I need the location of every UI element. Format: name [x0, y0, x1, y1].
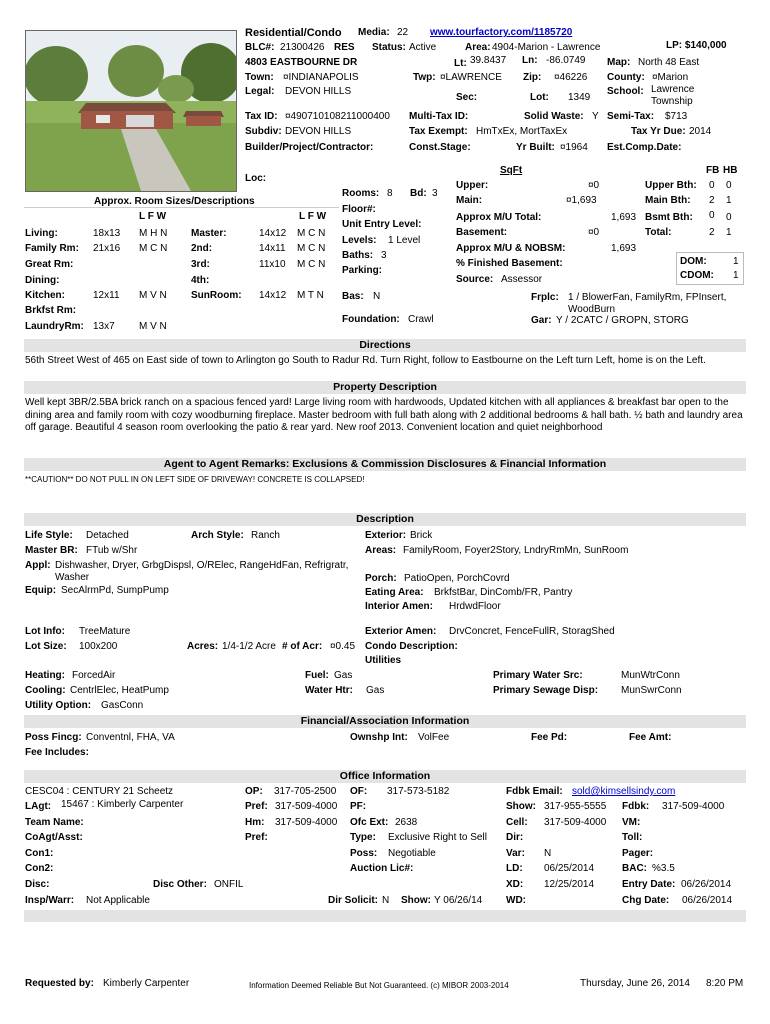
- room-sizes-title: Approx. Room Sizes/Descriptions: [94, 196, 255, 207]
- appl-value-1: Dishwasher, Dryer, GrbgDispsl, O/RElec, RangeHdFan, Refrigratr,: [55, 560, 349, 571]
- total-bath-hb: 1: [726, 227, 732, 238]
- interior-amen-label: Interior Amen:: [365, 601, 433, 612]
- porch-value: PatioOpen, PorchCovrd: [404, 573, 510, 584]
- master-size: 14x12: [259, 228, 287, 239]
- pref2-label: Pref:: [245, 832, 268, 843]
- solidwaste-value: Y: [592, 111, 599, 122]
- agent-remarks-bar: [24, 458, 746, 471]
- porch-label: Porch:: [365, 573, 397, 584]
- acres-value: 1/4-1/2 Acre: [222, 641, 276, 652]
- lifestyle-value: Detached: [86, 530, 129, 541]
- office-bar: [24, 770, 746, 783]
- yrbuilt-label: Yr Built:: [516, 142, 555, 153]
- approx-nobsm-value: 1,693: [611, 243, 637, 254]
- third-size: 11x10: [259, 259, 286, 270]
- bac-value: %3.5: [652, 863, 675, 874]
- solidwaste-label: Solid Waste:: [524, 111, 584, 122]
- fdbk-value: 317-509-4000: [662, 801, 725, 812]
- chgdate-value: 06/26/2014: [682, 895, 733, 906]
- area-value: 4904-Marion - Lawrence: [492, 42, 601, 53]
- footer-time: 8:20 PM: [706, 978, 744, 989]
- auction-label: Auction Lic#:: [350, 863, 414, 874]
- property-description-bar: [24, 381, 746, 394]
- description-title: Description: [356, 513, 414, 525]
- bd-label: Bd:: [410, 188, 427, 199]
- insp-value: Not Applicable: [86, 895, 150, 906]
- hm-value: 317-509-4000: [275, 817, 338, 828]
- bas-value: N: [373, 291, 381, 302]
- levels-label: Levels:: [342, 235, 377, 246]
- dirsolicit-label: Dir Solicit:: [328, 895, 379, 906]
- kitchen-lfw: M V N: [139, 290, 167, 301]
- address: 4803 EASTBOURNE DR: [245, 57, 358, 68]
- subdiv-label: Subdiv:: [245, 126, 282, 137]
- fuel-label: Fuel:: [305, 670, 329, 681]
- exterior-amen-value: DrvConcret, FenceFullR, StoragShed: [449, 626, 615, 637]
- op-label: OP:: [245, 786, 263, 797]
- hb-header: HB: [723, 165, 738, 176]
- media-label: Media:: [358, 27, 390, 38]
- total-bath-fb: 2: [709, 227, 715, 238]
- pf-label: PF:: [350, 801, 367, 812]
- approx-mu-value: 1,693: [611, 212, 637, 223]
- media-value: 22: [397, 27, 409, 38]
- family-lfw: M C N: [139, 243, 168, 254]
- con2-label: Con2:: [25, 863, 54, 874]
- mainbth-hb: 1: [726, 195, 732, 206]
- archstyle-value: Ranch: [251, 530, 280, 541]
- kitchen-label: Kitchen:: [25, 290, 65, 301]
- appl-label: Appl:: [25, 560, 51, 571]
- fourth-label: 4th:: [191, 275, 210, 286]
- requested-by-label: Requested by:: [25, 978, 94, 989]
- source-label: Source:: [456, 274, 494, 285]
- toll-label: Toll:: [622, 832, 643, 843]
- basement-value: ¤0: [588, 227, 600, 238]
- approx-mu-label: Approx M/U Total:: [456, 212, 542, 223]
- fdbk-label: Fdbk:: [622, 801, 650, 812]
- upper-label: Upper:: [456, 180, 489, 191]
- blc-value: 21300426: [280, 42, 325, 53]
- baths-label: Baths:: [342, 250, 374, 261]
- laundry-size: 13x7: [93, 321, 115, 332]
- lot-label: Lot:: [530, 92, 549, 103]
- wd-label: WD:: [506, 895, 526, 906]
- levels-value: 1 Level: [388, 235, 421, 246]
- loc-label: Loc:: [245, 173, 267, 184]
- living-size: 18x13: [93, 228, 121, 239]
- lifestyle-label: Life Style:: [25, 530, 73, 541]
- dom-value: 1: [733, 256, 739, 267]
- property-description-title: Property Description: [333, 381, 437, 393]
- pref-label: Pref:: [245, 801, 268, 812]
- show-phone-label: Show:: [506, 801, 536, 812]
- of-value: 317-573-5182: [387, 786, 450, 797]
- office-name: CESC04 : CENTURY 21 Scheetz: [25, 786, 174, 797]
- type-label: Type:: [350, 832, 376, 843]
- discother-value: ONFIL: [214, 879, 244, 890]
- bsmtbth-hb: 0: [726, 212, 732, 223]
- dining-label: Dining:: [25, 275, 60, 286]
- bac-label: BAC:: [622, 863, 647, 874]
- rooms-label: Rooms:: [342, 188, 380, 199]
- exterior-amen-label: Exterior Amen:: [365, 626, 437, 637]
- coagt-label: CoAgt/Asst:: [25, 832, 83, 843]
- taxyrdue-value: 2014: [689, 126, 712, 137]
- feeamt-label: Fee Amt:: [629, 732, 672, 743]
- bsmtbth-label: Bsmt Bth:: [645, 212, 693, 223]
- great-label: Great Rm:: [25, 259, 74, 270]
- agent-remarks-title: Agent to Agent Remarks: Exclusions & Commission Disclosures & Financial Information: [163, 458, 607, 470]
- county-value: ¤Marion: [652, 72, 689, 83]
- acres-label: Acres:: [187, 641, 219, 652]
- town-value: ¤INDIANAPOLIS: [283, 72, 359, 83]
- sewage-value: MunSwrConn: [621, 685, 682, 696]
- disc-label: Disc:: [25, 879, 50, 890]
- financial-title: Financial/Association Information: [300, 715, 470, 727]
- yrbuilt-value: ¤1964: [560, 142, 588, 153]
- cell-label: Cell:: [506, 817, 528, 828]
- entrydate-value: 06/26/2014: [681, 879, 732, 890]
- ofcext-label: Ofc Ext:: [350, 817, 389, 828]
- mainbth-label: Main Bth:: [645, 195, 691, 206]
- lfw-header-right: L F W: [299, 211, 327, 222]
- second-lfw: M C N: [297, 243, 326, 254]
- poss-value: Negotiable: [388, 848, 436, 859]
- status-value: Active: [409, 42, 437, 53]
- second-size: 14x11: [259, 243, 286, 254]
- bas-label: Bas:: [342, 291, 364, 302]
- gar-value: Y / 2CATC / GROPN, STORG: [556, 315, 689, 326]
- ownshp-label: Ownshp Int:: [350, 732, 408, 743]
- sunroom-label: SunRoom:: [191, 290, 242, 301]
- appl-value-2: Washer: [55, 572, 90, 583]
- cooling-value: CentrlElec, HeatPump: [70, 685, 169, 696]
- parking-label: Parking:: [342, 265, 383, 276]
- heating-value: ForcedAir: [72, 670, 116, 681]
- upperbth-hb: 0: [726, 180, 732, 191]
- dir-label: Dir:: [506, 832, 524, 843]
- master-label: Master:: [191, 228, 227, 239]
- water-src-value: MunWtrConn: [621, 670, 680, 681]
- legal-label: Legal:: [245, 86, 275, 97]
- brkfst-label: Brkfst Rm:: [25, 305, 77, 316]
- ln-label: Ln:: [522, 55, 538, 66]
- semitax-label: Semi-Tax:: [607, 111, 655, 122]
- equip-label: Equip:: [25, 585, 57, 596]
- utilopt-label: Utility Option:: [25, 700, 92, 711]
- cell-value: 317-509-4000: [544, 817, 607, 828]
- numacr-label: # of Acr:: [282, 641, 323, 652]
- sunroom-size: 14x12: [259, 290, 287, 301]
- footer-date: Thursday, June 26, 2014: [580, 978, 690, 989]
- source-value: Assessor: [501, 274, 543, 285]
- fuel-value: Gas: [334, 670, 353, 681]
- show-date-value: Y 06/26/14: [434, 895, 483, 906]
- fdbk-email-link[interactable]: sold@kimsellsindy.com: [572, 786, 676, 797]
- lotinfo-label: Lot Info:: [25, 626, 65, 637]
- pref-value: 317-509-4000: [275, 801, 338, 812]
- interior-amen-value: HrdwdFloor: [449, 601, 501, 612]
- unitentry-label: Unit Entry Level:: [342, 219, 422, 230]
- living-lfw: M H N: [139, 228, 168, 239]
- school-label: School:: [607, 86, 644, 97]
- total-bath-label: Total:: [645, 227, 672, 238]
- taxid-label: Tax ID:: [245, 111, 278, 122]
- lt-value: 39.8437: [470, 55, 507, 66]
- heating-label: Heating:: [25, 670, 65, 681]
- kitchen-size: 12x11: [93, 290, 120, 301]
- var-label: Var:: [506, 848, 525, 859]
- legal-value: DEVON HILLS: [285, 86, 352, 97]
- chgdate-label: Chg Date:: [622, 895, 670, 906]
- finished-basement-label: % Finished Basement:: [456, 258, 563, 269]
- con1-label: Con1:: [25, 848, 54, 859]
- ln-value: -86.0749: [546, 55, 586, 66]
- tour-link[interactable]: www.tourfactory.com/1185720: [430, 27, 573, 38]
- twp-value: ¤LAWRENCE: [440, 72, 502, 83]
- lotsize-value: 100x200: [79, 641, 118, 652]
- foundation-value: Crawl: [408, 314, 434, 325]
- equip-value: SecAlrmPd, SumpPump: [61, 585, 169, 596]
- multitax-label: Multi-Tax ID:: [409, 111, 469, 122]
- foundation-label: Foundation:: [342, 314, 400, 325]
- vm-label: VM:: [622, 817, 641, 828]
- sunroom-lfw: M T N: [297, 290, 324, 301]
- blc-res: RES: [334, 42, 355, 53]
- map-label: Map:: [607, 57, 631, 68]
- laundry-label: LaundryRm:: [25, 321, 84, 332]
- taxexempt-label: Tax Exempt:: [409, 126, 468, 137]
- ownshp-value: VolFee: [418, 732, 450, 743]
- feepd-label: Fee Pd:: [531, 732, 568, 743]
- entrydate-label: Entry Date:: [622, 879, 676, 890]
- directions-text: 56th Street West of 465 on East side of town to Arlington go South to Radur Rd. Turn Right, follow to Eastbourne on the Left turn Left, home is on the Left.: [25, 355, 706, 366]
- sqft-title: SqFt: [500, 165, 523, 176]
- lot-value: 1349: [568, 92, 591, 103]
- exterior-value: Brick: [410, 530, 433, 541]
- cooling-label: Cooling:: [25, 685, 66, 696]
- disclaimer: Information Deemed Reliable But Not Guaranteed. (c) MIBOR 2003-2014: [249, 981, 509, 990]
- mainbth-fb: 2: [709, 195, 715, 206]
- rooms-value: 8: [387, 188, 393, 199]
- sec-label: Sec:: [456, 92, 478, 103]
- zip-value: ¤46226: [554, 72, 588, 83]
- county-label: County:: [607, 72, 645, 83]
- archstyle-label: Arch Style:: [191, 530, 244, 541]
- exterior-label: Exterior:: [365, 530, 407, 541]
- ld-value: 06/25/2014: [544, 863, 595, 874]
- family-label: Family Rm:: [25, 243, 79, 254]
- taxexempt-value: HmTxEx, MortTaxEx: [476, 126, 568, 137]
- office-footer-bar: [24, 910, 746, 922]
- var-value: N: [544, 848, 552, 859]
- school-value-2: Township: [651, 96, 693, 107]
- cdom-value: 1: [733, 270, 739, 281]
- eating-value: BrkfstBar, DinComb/FR, Pantry: [434, 587, 573, 598]
- lotinfo-value: TreeMature: [79, 626, 131, 637]
- taxyrdue-label: Tax Yr Due:: [631, 126, 686, 137]
- lt-label: Lt:: [454, 58, 467, 69]
- map-value: North 48 East: [638, 57, 700, 68]
- main-label: Main:: [456, 195, 483, 206]
- town-label: Town:: [245, 72, 274, 83]
- areas-label: Areas:: [365, 545, 397, 556]
- agent-remarks-text: **CAUTION** DO NOT PULL IN ON LEFT SIDE OF DRIVEWAY! CONCRETE IS COLLAPSED!: [25, 475, 365, 484]
- pager-label: Pager:: [622, 848, 654, 859]
- frplc-label: Frplc:: [531, 292, 559, 303]
- main-value: ¤1,693: [566, 195, 597, 206]
- type-value: Exclusive Right to Sell: [388, 832, 487, 843]
- directions-bar: [24, 339, 746, 352]
- office-title: Office Information: [339, 770, 431, 782]
- upperbth-label: Upper Bth:: [645, 180, 697, 191]
- description-bar: [24, 513, 746, 526]
- frplc-value-1: 1 / BlowerFan, FamilyRm, FPInsert,: [568, 292, 727, 303]
- insp-label: Insp/Warr:: [25, 895, 75, 906]
- hm-label: Hm:: [245, 817, 265, 828]
- blc-label: BLC#:: [245, 42, 275, 53]
- living-label: Living:: [25, 228, 58, 239]
- estcomp-label: Est.Comp.Date:: [607, 142, 682, 153]
- condo-description-label: Condo Description:: [365, 641, 458, 652]
- upper-value: ¤0: [588, 180, 600, 191]
- fb-header: FB: [706, 165, 720, 176]
- twp-label: Twp:: [413, 72, 436, 83]
- bsmtbth-fb: 0: [709, 210, 715, 221]
- zip-label: Zip:: [523, 72, 542, 83]
- cdom-label: CDOM:: [680, 270, 714, 281]
- dom-label: DOM:: [680, 256, 707, 267]
- discother-label: Disc Other:: [153, 879, 207, 890]
- floor-label: Floor#:: [342, 204, 376, 215]
- numacr-value: ¤0.45: [330, 641, 356, 652]
- builder-label: Builder/Project/Contractor:: [245, 142, 374, 153]
- second-label: 2nd:: [191, 243, 213, 254]
- school-value-1: Lawrence: [651, 84, 695, 95]
- xd-label: XD:: [506, 879, 524, 890]
- area-label: Area:: [465, 42, 491, 53]
- financial-bar: [24, 715, 746, 728]
- show-phone-value: 317-955-5555: [544, 801, 607, 812]
- list-price: LP: $140,000: [666, 40, 727, 51]
- show-date-label: Show:: [401, 895, 431, 906]
- waterhtr-value: Gas: [366, 685, 385, 696]
- approx-nobsm-label: Approx M/U & NOBSM:: [456, 243, 566, 254]
- sewage-label: Primary Sewage Disp:: [493, 685, 599, 696]
- dirsolicit-value: N: [382, 895, 390, 906]
- gar-label: Gar:: [531, 315, 552, 326]
- of-label: OF:: [350, 786, 368, 797]
- utilopt-value: GasConn: [101, 700, 144, 711]
- bd-value: 3: [432, 188, 438, 199]
- property-description-text: Well kept 3BR/2.5BA brick ranch on a spacious fenced yard! Large living room with hardwoods, Updated kitchen with all appliances & breakfast bar open to the dining area and family room with cozy woodburning fireplace. Master bedroom with full bath along with 2 additional bedrooms & hall bath. ½ bath and laundry area off garage. Beautiful 4 season room overlooking the patio & rear yard. New roof 2013. Convenient location and quiet neighborhood: [25, 397, 743, 433]
- lagt-value: 15467 : Kimberly Carpenter: [61, 799, 184, 810]
- waterhtr-label: Water Htr:: [305, 685, 353, 696]
- possfincg-label: Poss Fincg:: [25, 732, 82, 743]
- team-label: Team Name:: [25, 817, 84, 828]
- op-value: 317-705-2500: [274, 786, 337, 797]
- family-size: 21x16: [93, 243, 121, 254]
- master-lfw: M C N: [297, 228, 326, 239]
- third-label: 3rd:: [191, 259, 210, 270]
- areas-value: FamilyRoom, Foyer2Story, LndryRmMn, SunRoom: [403, 545, 629, 556]
- third-lfw: M C N: [297, 259, 326, 270]
- water-src-label: Primary Water Src:: [493, 670, 583, 681]
- lotsize-label: Lot Size:: [25, 641, 67, 652]
- baths-value: 3: [381, 250, 387, 261]
- feeincl-label: Fee Includes:: [25, 747, 89, 758]
- requested-by-value: Kimberly Carpenter: [103, 978, 190, 989]
- basement-label: Basement:: [456, 227, 508, 238]
- masterbr-value: FTub w/Shr: [86, 545, 138, 556]
- subdiv-value: DEVON HILLS: [285, 126, 352, 137]
- masterbr-label: Master BR:: [25, 545, 78, 556]
- frplc-value-2: WoodBurn: [568, 304, 616, 315]
- fdbk-email-label: Fdbk Email:: [506, 786, 563, 797]
- laundry-lfw: M V N: [139, 321, 167, 332]
- eating-label: Eating Area:: [365, 587, 424, 598]
- xd-value: 12/25/2014: [544, 879, 595, 890]
- conststage-label: Const.Stage:: [409, 142, 471, 153]
- poss-label: Poss:: [350, 848, 378, 859]
- ld-label: LD:: [506, 863, 523, 874]
- listing-type: Residential/Condo: [245, 27, 342, 39]
- directions-title: Directions: [359, 339, 411, 351]
- upperbth-fb: 0: [709, 180, 715, 191]
- semitax-value: $713: [665, 111, 688, 122]
- utilities-title: Utilities: [365, 655, 402, 666]
- possfincg-value: Conventnl, FHA, VA: [86, 732, 175, 743]
- status-label: Status:: [372, 42, 406, 53]
- lagt-label: LAgt:: [25, 801, 52, 812]
- ofcext-value: 2638: [395, 817, 418, 828]
- divider: [24, 207, 339, 208]
- property-photo: [25, 30, 237, 192]
- lfw-header-left: L F W: [139, 211, 167, 222]
- taxid-value: ¤490710108211000400: [285, 111, 390, 122]
